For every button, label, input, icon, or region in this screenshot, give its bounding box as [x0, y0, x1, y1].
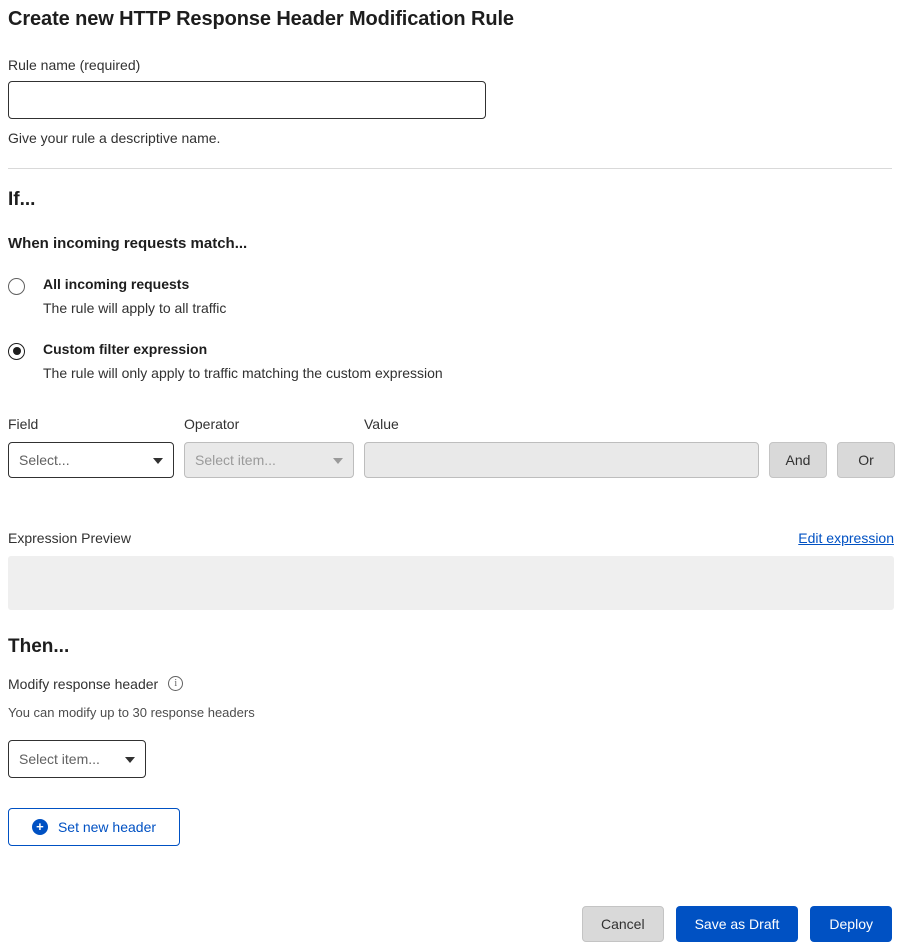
header-limit-note: You can modify up to 30 response headers — [8, 704, 255, 720]
rule-name-helper: Give your rule a descriptive name. — [8, 130, 221, 146]
if-subheading: When incoming requests match... — [8, 235, 248, 252]
and-button[interactable]: And — [769, 442, 827, 478]
edit-expression-link[interactable]: Edit expression — [798, 529, 894, 546]
if-heading: If... — [8, 189, 36, 210]
cancel-button[interactable]: Cancel — [582, 906, 664, 942]
footer-actions — [582, 906, 892, 942]
deploy-button[interactable]: Deploy — [810, 906, 892, 942]
field-label: Field — [8, 415, 39, 432]
radio-option-all-requests[interactable] — [8, 276, 892, 317]
then-heading: Then... — [8, 635, 70, 657]
value-label: Value — [364, 415, 399, 432]
field-column — [8, 416, 174, 478]
plus-icon: + — [32, 819, 48, 835]
rule-name-label: Rule name (required) — [8, 57, 141, 73]
expression-preview-box — [8, 556, 894, 610]
rule-name-input[interactable] — [8, 81, 486, 119]
operator-label: Operator — [184, 415, 240, 432]
info-icon[interactable]: i — [168, 676, 183, 691]
chevron-down-icon — [153, 458, 163, 464]
modify-response-header-row — [8, 676, 892, 692]
radio-icon-all-requests[interactable] — [8, 278, 25, 295]
radio-label-all-requests: All incoming requests — [43, 276, 190, 292]
radio-icon-custom-filter[interactable] — [8, 343, 25, 360]
expression-preview-label: Expression Preview — [8, 529, 131, 546]
set-new-header-button[interactable] — [8, 808, 180, 846]
expression-preview-header — [8, 530, 894, 546]
value-input[interactable] — [364, 442, 759, 478]
value-column — [364, 416, 759, 478]
chevron-down-icon — [125, 757, 135, 763]
header-action-select[interactable] — [8, 740, 146, 778]
header-action-select-value: Select item... — [19, 750, 100, 767]
modify-response-header-label: Modify response header — [8, 675, 159, 692]
radio-option-custom-filter[interactable] — [8, 341, 892, 382]
radio-desc-all-requests: The rule will apply to all traffic — [43, 300, 227, 316]
field-select-value: Select... — [19, 451, 70, 468]
save-as-draft-button[interactable]: Save as Draft — [676, 906, 799, 942]
field-select[interactable] — [8, 442, 174, 478]
operator-select-value: Select item... — [195, 451, 276, 468]
chevron-down-icon — [333, 458, 343, 464]
section-divider — [8, 168, 892, 169]
set-new-header-label: Set new header — [57, 818, 157, 835]
operator-select[interactable] — [184, 442, 354, 478]
filter-expression-builder — [8, 416, 892, 478]
radio-label-custom-filter: Custom filter expression — [43, 340, 208, 357]
radio-desc-custom-filter: The rule will only apply to traffic matching the custom expression — [43, 364, 443, 381]
operator-column — [184, 416, 354, 478]
or-button[interactable]: Or — [837, 442, 895, 478]
create-rule-page — [0, 8, 898, 947]
page-title: Create new HTTP Response Header Modification Rule — [8, 8, 514, 30]
